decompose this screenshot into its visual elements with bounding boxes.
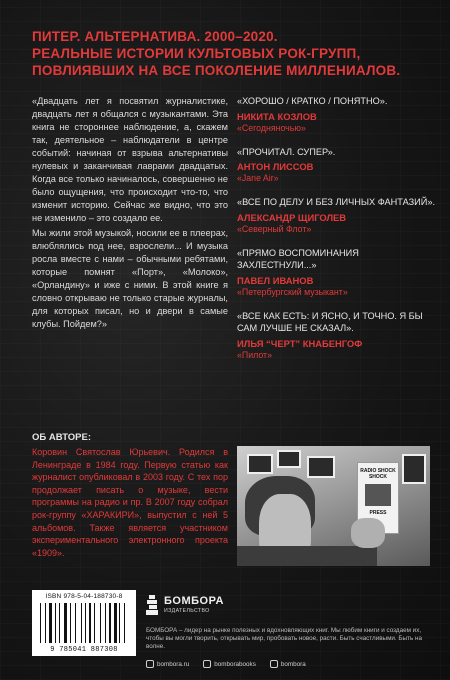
about-author-text: Коровин Святослав Юрьевич. Родился в Ленинграде в 1984 году. Первую статью как журналист опубликовал в 2003 году. С тех пор продолжает писать о музыке, вести программы на радио и пр. В 2007 году собрал рок-группу «ХАРАКИРИ», выпустил с ней 5 альбомов. Также является участником экспериментального электронного проекта «1909». (32, 447, 228, 558)
press-card-brand: SHOCK (368, 474, 388, 480)
barcode-bar (87, 603, 88, 643)
social-telegram[interactable] (270, 660, 306, 668)
quote-text: «ПРЯМО ВОСПОМИНАНИЯ ЗАХЛЕСТНУЛИ...» (237, 247, 359, 270)
quote-author: АЛЕКСАНДР ЩИГОЛЕВ (237, 211, 347, 223)
barcode-bar (55, 603, 57, 643)
social-label: bomborabooks (214, 660, 256, 668)
social-label: bombora (280, 660, 306, 668)
barcode-number: 9 785041 887308 (50, 646, 118, 654)
barcode-bar (40, 603, 41, 643)
publisher-name: БОМБОРА (164, 595, 224, 607)
barcode-bar (118, 603, 119, 643)
quote-author: ПАВЕЛ ИВАНОВ (237, 274, 314, 286)
foreword-paragraph-1: «Двадцать лет я посвятил журналистике, двадцать лет я общался с музыкантами. Эта книга не стороннее наблюдение, а, скажем так, деятельное – наблюдатели в центре событий: начиная от взрыва альтернативы нулевых и заканчивая лаврами двадцатых. Когда все только начиналось, совершенно не было ощущения, что происходит что-то, что изменит историю. Сейчас же видно, что это не изменило – это создало ее. (32, 96, 228, 223)
quote-source: «Сегодняночью» (237, 122, 306, 133)
headline (32, 28, 432, 79)
barcode-bar (102, 603, 104, 643)
barcode-bar (109, 603, 111, 643)
barcode-bar (68, 603, 69, 643)
quote-author: АНТОН ЛИССОВ (237, 161, 314, 172)
publisher-description: БОМБОРА – лидер на рынке полезных и вдохновляющих книг. Мы любим книги и создаем их, чтобы вы могли творить, открывать мир, пробовать новое, расти. Быть счастливыми. Быть на волне. (146, 627, 422, 650)
author-shirt (237, 546, 377, 566)
quote-source: «Петербургский музыкант» (237, 286, 348, 297)
quote-author: ИЛЬЯ “ЧЕРТ” КНАБЕНГОФ (237, 337, 363, 349)
vk-icon (203, 660, 211, 668)
quote-4 (237, 247, 437, 298)
social-website[interactable] (146, 660, 189, 668)
barcode-bar (77, 603, 80, 643)
barcode-bar (107, 603, 108, 643)
wall-frame (277, 450, 301, 468)
headline-line-1: ПИТЕР. АЛЬТЕРНАТИВА. 2000–2020. (32, 29, 278, 44)
barcode-bar (61, 603, 63, 643)
quote-3 (237, 196, 437, 235)
quote-source: «Пилот» (237, 349, 272, 360)
foreword-paragraph-2: Мы жили этой музыкой, носили ее в плеерах, влюблялись под нее, взрослели... И музыка росла вместе с нами – обычными ребятами, которые помнят «Порт», «Молоко», «Орландину» и иже с ними. В этой книге я словно открываю не только старые журналы, для которых писал, но и двери в самые клубы. Пойдем?» (32, 228, 228, 329)
quote-text: «ВСЕ ПО ДЕЛУ И БЕЗ ЛИЧНЫХ ФАНТАЗИЙ». (237, 197, 436, 207)
barcode-bar (112, 603, 113, 643)
about-author-title: ОБ АВТОРЕ: (32, 432, 92, 443)
press-card-photo (365, 484, 391, 506)
author-hand (351, 518, 385, 548)
press-card-title: RADIO SHOCK (360, 468, 396, 474)
barcode-bar (96, 603, 99, 643)
barcode-bar (126, 603, 127, 643)
barcode-bar (89, 603, 91, 643)
publisher-subtitle: ИЗДАТЕЛЬСТВО (164, 608, 210, 614)
quote-2 (237, 146, 437, 185)
bombora-logo-icon (146, 593, 162, 617)
globe-icon (146, 660, 154, 668)
barcode-bar (42, 603, 44, 643)
barcode-bar (81, 603, 82, 643)
barcode-bar (64, 603, 67, 643)
quote-author: НИКИТА КОЗЛОВ (237, 110, 317, 122)
barcode-bars (40, 603, 128, 643)
publisher-socials (146, 660, 436, 668)
barcode-bar (70, 603, 71, 643)
barcode-bar (114, 603, 117, 643)
press-card-label: PRESS (369, 510, 387, 516)
author-foreword (32, 95, 228, 333)
barcode-bar (49, 603, 52, 643)
wall-frame (247, 454, 273, 474)
barcode-bar (72, 603, 74, 643)
barcode-bar (100, 603, 101, 643)
quote-text: «ВСЕ КАК ЕСТЬ: И ЯСНО, И ТОЧНО. Я БЫ САМ ЛУЧШЕ НЕ СКАЗАЛ». (237, 310, 423, 333)
barcode-bar (124, 603, 125, 643)
barcode-bar (92, 603, 93, 643)
social-label: bombora.ru (157, 660, 190, 668)
wall-frame (307, 456, 335, 478)
isbn: ISBN 978-5-04-188730-8 (45, 593, 123, 600)
telegram-icon (270, 660, 278, 668)
quote-source: «Северный Флот» (237, 223, 312, 234)
wall-frame (402, 454, 426, 484)
review-quotes (237, 95, 437, 373)
barcode-bar (119, 603, 120, 643)
barcode-bar (105, 603, 106, 643)
headline-line-2: РЕАЛЬНЫЕ ИСТОРИИ КУЛЬТОВЫХ РОК-ГРУПП, (32, 46, 361, 61)
headline-line-3: ПОВЛИЯВШИХ НА ВСЕ ПОКОЛЕНИЕ МИЛЛЕНИАЛОВ. (32, 63, 401, 78)
barcode-bar (75, 603, 76, 643)
barcode-bar (83, 603, 84, 643)
barcode-bar (85, 603, 87, 643)
quote-5 (237, 310, 437, 361)
publisher-block (146, 593, 226, 623)
quote-source: «Jane Air» (237, 173, 279, 183)
barcode-bar (47, 603, 48, 643)
author-photo (237, 446, 430, 566)
quote-text: «ХОРОШО / КРАТКО / ПОНЯТНО». (237, 96, 388, 106)
barcode-bar (94, 603, 95, 643)
quote-1 (237, 95, 437, 134)
barcode-bar (45, 603, 46, 643)
quote-text: «ПРОЧИТАЛ. СУПЕР». (237, 146, 336, 157)
barcode-bar (57, 603, 58, 643)
barcode (32, 590, 136, 656)
social-vk[interactable] (203, 660, 256, 668)
barcode-bar (121, 603, 123, 643)
barcode-bar (59, 603, 60, 643)
barcode-bar (53, 603, 54, 643)
